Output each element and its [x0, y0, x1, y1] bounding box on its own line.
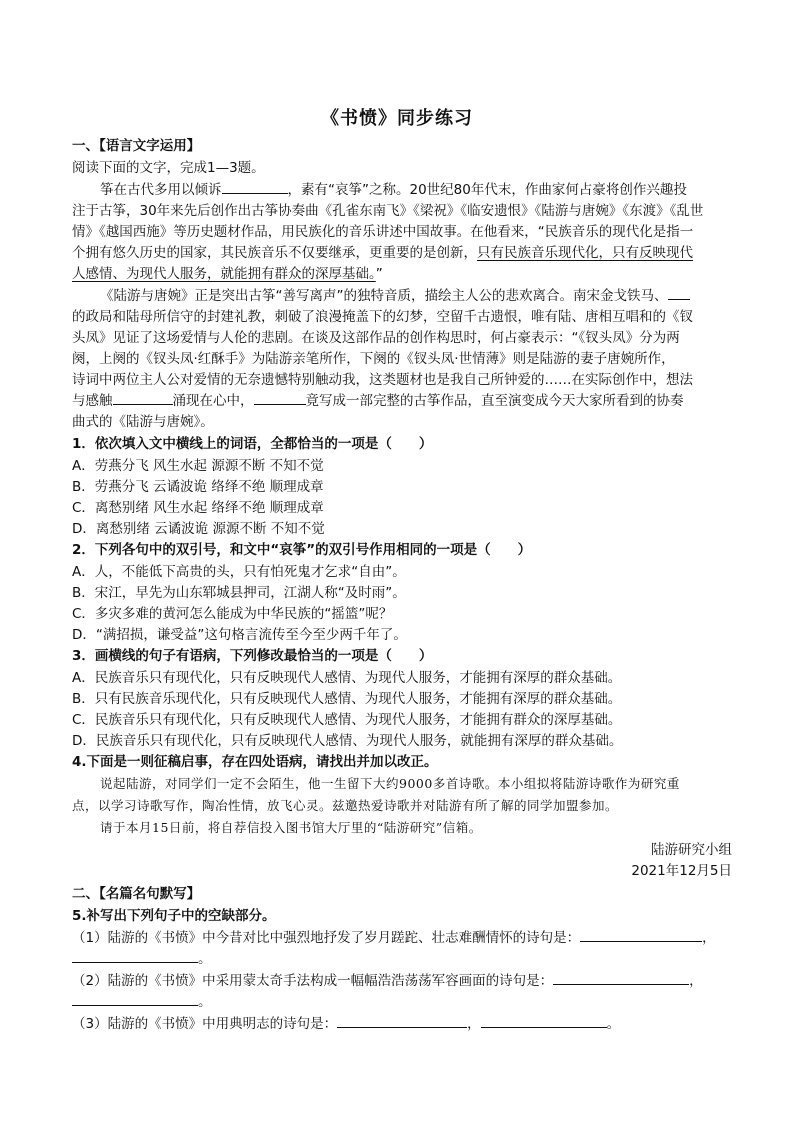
question-2-stem: 2．下列各句中的双引号，和文中“哀筝”的双引号作用相同的一项是（ ） [72, 542, 532, 558]
reading-instruction: 阅读下面的文字，完成1—3题。 [72, 160, 265, 176]
question-5-item-1: （1）陆游的《书愤》中今昔对比中强烈地抒发了岁月蹉跎、壮志难酬情怀的诗句是： ， [72, 930, 716, 946]
page-title: 《书愤》同步练习 [321, 108, 473, 129]
question-1-option-c[interactable]: C．离愁别绪 风生水起 络绎不绝 顺理成章 [72, 500, 324, 516]
notice-date: 2021年12月5日 [631, 863, 732, 879]
question-2-option-a[interactable]: A．人，不能低下高贵的头，只有怕死鬼才乞求“自由”。 [72, 564, 406, 580]
underlined-sentence-cont: 人感情、为现代人服务，就能拥有群众的深厚基础。 [72, 266, 376, 282]
question-3-option-d[interactable]: D．民族音乐只有现代化，只有反映现代人感情、为现代人服务，就能拥有深厚的群众基础。 [72, 733, 623, 749]
answer-blank[interactable] [553, 971, 689, 985]
passage-p2-line5: 诗词中两位主人公对爱情的无奈遗憾特别触动我，这类题材也是我自己所钟爱的……在实际创作中，想法 [72, 372, 693, 388]
section-heading-1: 一、【语言文字运用】 [72, 138, 201, 154]
notice-line-1: 说起陆游，对同学们一定不会陌生，他一生留下大约9000多首诗歌。本小组拟将陆游诗歌作为研究重 [100, 776, 680, 791]
notice-signature: 陆游研究小组 [651, 842, 732, 858]
question-5-item-3: （3）陆游的《书愤》中用典明志的诗句是： ， 。 [72, 1016, 621, 1032]
question-3-option-b[interactable]: B．只有民族音乐现代化，只有反映现代人感情、为现代人服务，才能拥有深厚的群众基础。 [72, 691, 622, 707]
passage-p1-line2: 注于古筝，30年来先后创作出古筝协奏曲《孔雀东南飞》《梁祝》《临安遗恨》《陆游与唐婉》《东渡》《乱世 [72, 203, 704, 219]
question-3-option-c[interactable]: C．民族音乐只有现代化，只有反映现代人感情、为现代人服务，才能拥有群众的深厚基础。 [72, 712, 622, 728]
answer-blank[interactable] [481, 1014, 607, 1028]
passage-p1-line5: 人感情、为现代人服务，就能拥有群众的深厚基础。” [72, 266, 383, 282]
question-2-option-b[interactable]: B．宋江，早先为山东郓城县押司，江湖人称“及时雨”。 [72, 585, 406, 601]
passage-p2-line7: 曲式的《陆游与唐婉》。 [72, 414, 214, 430]
question-1-option-b[interactable]: B．劳燕分飞 云谲波诡 络绎不绝 顺理成章 [72, 479, 324, 495]
question-3-option-a[interactable]: A．民族音乐只有现代化，只有反映现代人感情、为现代人服务，才能拥有深厚的群众基础。 [72, 670, 622, 686]
question-3-stem: 3．画横线的句子有语病，下列修改最恰当的一项是（ ） [72, 648, 433, 664]
question-1-stem: 1．依次填入文中横线上的词语，全都恰当的一项是（ ） [72, 436, 433, 452]
question-1-option-d[interactable]: D．离愁别绪 云谲波诡 源源不断 不知不觉 [72, 521, 325, 537]
answer-blank[interactable] [580, 928, 702, 942]
passage-p2-line4: 阕，上阕的《钗头凤·红酥手》为陆游亲笔所作，下阕的《钗头凤·世情薄》则是陆游的妻子唐婉所作， [72, 351, 675, 367]
question-4-stem: 4.下面是一则征稿启事，存在四处语病，请找出并加以改正。 [72, 754, 438, 770]
question-2-option-c[interactable]: C．多灾多难的黄河怎么能成为中华民族的“摇篮”呢？ [72, 606, 393, 622]
question-5-item-2-cont: 。 [72, 992, 732, 1012]
section-heading-2: 二、【名篇名句默写】 [72, 886, 201, 902]
answer-blank[interactable] [72, 949, 198, 963]
answer-blank[interactable] [337, 1014, 467, 1028]
underlined-sentence: 只有民族音乐现代化，只有反映现代 [477, 245, 693, 261]
question-2-option-d[interactable]: D．“满招损，谦受益”这句格言流传至今至少两千年了。 [72, 627, 407, 643]
notice-line-3: 请于本月15日前，将自荐信投入图书馆大厅里的“陆游研究”信箱。 [100, 820, 482, 835]
passage-p2-line3: 头凤》见证了这场爱情与人伦的悲剧。在谈及这部作品的创作构思时，何占豪表示：“《钗头凤》分为两 [72, 330, 680, 346]
question-5-item-1-cont: 。 [72, 949, 732, 969]
question-5-stem: 5.补写出下列句子中的空缺部分。 [72, 908, 276, 924]
question-1-option-a[interactable]: A．劳燕分飞 风生水起 源源不断 不知不觉 [72, 458, 324, 474]
question-5-item-2: （2）陆游的《书愤》中采用蒙太奇手法构成一幅幅浩浩荡荡军容画面的诗句是： ， [72, 973, 703, 989]
passage-p2-line1: 《陆游与唐婉》正是突出古筝“善写离声”的独特音质，描绘主人公的悲欢离合。南宋金戈铁马、 [100, 286, 732, 306]
passage-p1-line1: 筝在古代多用以倾诉 ，素有“哀筝”之称。20世纪80年代末，作曲家何占豪将创作兴趣投 [100, 182, 687, 198]
answer-blank[interactable] [72, 992, 198, 1006]
notice-line-2: 点，以学习诗歌写作，陶冶性情，放飞心灵。兹邀热爱诗歌并对陆游有所了解的同学加盟参加。 [72, 798, 619, 813]
passage-p2-line6: 与感触 涌现在心中， 竟写成一部完整的古筝作品，直至演变成今天大家所看到的协奏 [72, 393, 684, 409]
passage-p1-line4: 个拥有悠久历史的国家，其民族音乐不仅要继承，更重要的是创新，只有民族音乐现代化，只有反映现代 [72, 245, 693, 261]
passage-p1-line3: 情》《越国西施》等历史题材作品，用民族化的音乐讲述中国故事。在他看来，“民族音乐的现代化是指一 [72, 224, 694, 240]
passage-p2-line2: 的政局和陆母所信守的封建礼教，刺破了浪漫掩盖下的幻梦，空留千古遗恨，唯有陆、唐相互唱和的《钗 [72, 309, 693, 325]
